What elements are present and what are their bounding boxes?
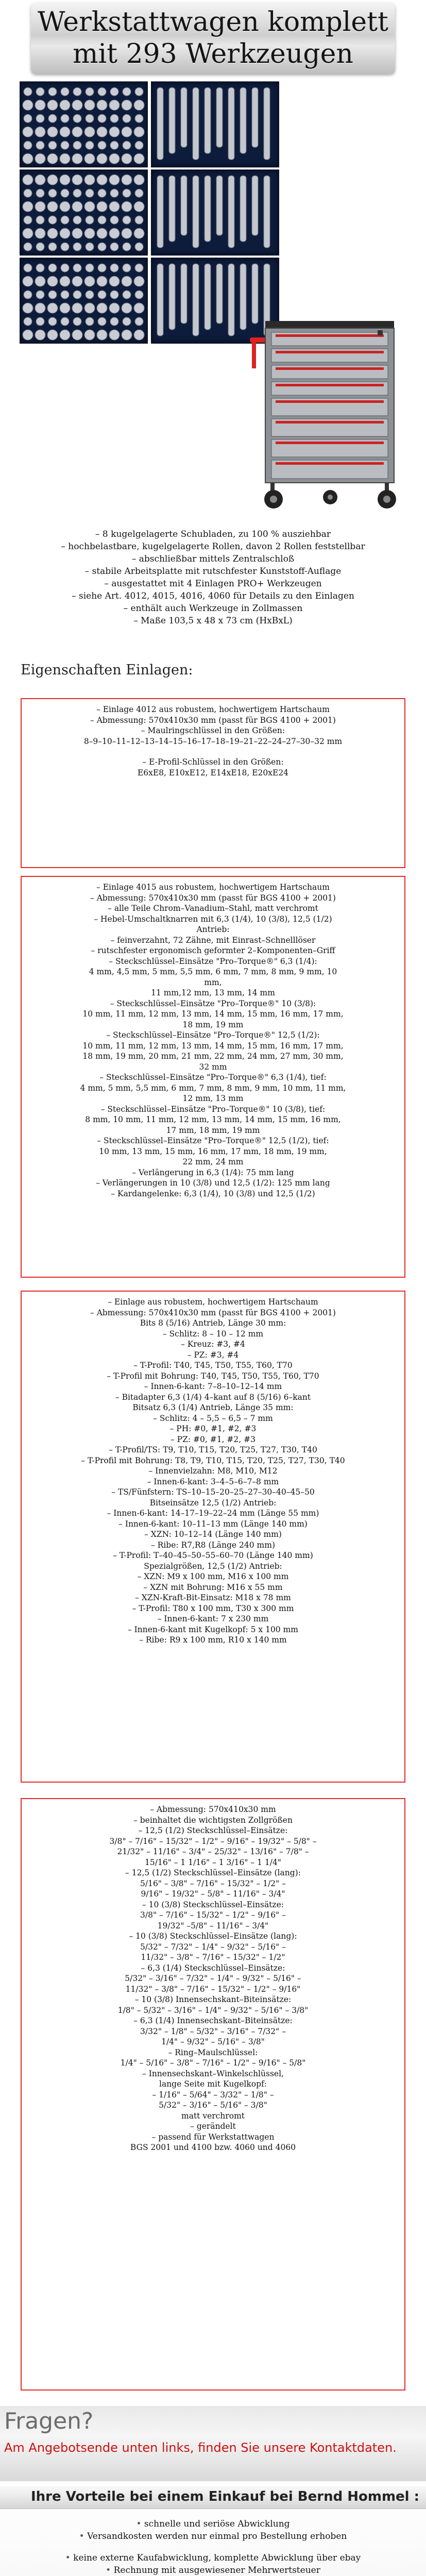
insert-spec-line: – Steckschlüssel–Einsätze "Pro–Torque®" 6,3 (1/4), tief: bbox=[99, 1073, 327, 1082]
insert-box-4016 bbox=[21, 1291, 405, 1783]
insert-box-4060 bbox=[21, 1798, 405, 2391]
insert-spec-line: 10 mm, 13 mm, 15 mm, 16 mm, 17 mm, 18 mm, 19 mm, bbox=[99, 1146, 327, 1156]
insert-spec-line: – PZ: #0, #1, #2, #3 bbox=[171, 1434, 255, 1444]
feature-line: – enthält auch Werkzeuge in Zollmassen bbox=[123, 603, 303, 614]
insert-spec-line: – T-Profil: T80 x 100 mm, T30 x 300 mm bbox=[132, 1603, 294, 1613]
insert-spec-line: – XZN mit Bohrung: M16 x 55 mm bbox=[143, 1582, 283, 1592]
insert-spec-line: – Steckschlüssel–Einsätze "Pro–Torque®" 12,5 (1/2), tief: bbox=[97, 1136, 329, 1145]
insert-spec-line: – Ring–Maulschlüssel: bbox=[168, 2047, 258, 2057]
insert-box-4015 bbox=[21, 876, 405, 1278]
tool-insert-image bbox=[20, 81, 148, 167]
insert-spec-line: 9/16" – 19/32" – 5/8" – 11/16" – 3/4" bbox=[141, 1889, 285, 1899]
insert-spec-line: 3/8" – 7/16" – 15/32" – 1/2" – 9/16" – 19/32" – 5/8" – bbox=[109, 1836, 317, 1846]
insert-spec-line: – 10 (3/8) Steckschlüssel–Einsätze (lang): bbox=[129, 1931, 297, 1941]
tool-insert-image bbox=[151, 81, 279, 167]
advantage-text: Rechnung mit ausgewiesener Mehrwertsteuer bbox=[113, 2565, 320, 2575]
insert-spec-line: E6xE8, E10xE12, E14xE18, E20xE24 bbox=[137, 768, 289, 777]
insert-spec-line: – Steckschlüssel–Einsätze "Pro–Torque®" 12,5 (1/2): bbox=[106, 1030, 320, 1040]
questions-text: Am Angebotsende unten links, finden Sie unsere Kontaktdaten. bbox=[4, 2441, 397, 2455]
advantages-title: Ihre Vorteile bei einem Einkauf bei Bernd Hommel : bbox=[31, 2489, 420, 2504]
insert-spec-line: 32 mm bbox=[199, 1062, 227, 1072]
insert-spec-line: – rutschfester ergonomisch geformter 2–Komponenten–Griff bbox=[91, 946, 335, 955]
title-line-1: Werkstattwagen komplett bbox=[38, 7, 388, 38]
insert-spec-line: – passend für Werkstattwagen bbox=[151, 2132, 275, 2142]
insert-box-4012 bbox=[21, 698, 405, 868]
insert-spec-line: 3/32" – 1/8" – 5/32" – 3/16" – 7/32" – bbox=[140, 2026, 286, 2036]
advantage-item bbox=[0, 2552, 426, 2564]
insert-spec-line: 5/16" – 3/8" – 7/16" – 15/32" – 1/2" – bbox=[140, 1878, 286, 1888]
insert-spec-line: – 12,5 (1/2) Steckschlüssel–Einsätze (lang): bbox=[125, 1868, 301, 1877]
insert-spec-line: – Innenvielzahn: M8, M10, M12 bbox=[148, 1466, 278, 1476]
feature-line: – Maße 103,5 x 48 x 73 cm (HxBxL) bbox=[133, 616, 293, 626]
insert-spec-line: 1/4" – 5/16" – 3/8" – 7/16" – 1/2" – 9/16" – 5/8" bbox=[120, 2058, 306, 2067]
title-line-2: mit 293 Werkzeugen bbox=[73, 39, 353, 70]
insert-spec-line: 11 mm,12 mm, 13 mm, 14 mm bbox=[151, 988, 275, 997]
feature-line: – 8 kugelgelagerte Schubladen, zu 100 % ausziehbar bbox=[95, 529, 331, 539]
insert-spec-line: – Innensechskant–Winkelschlüssel, bbox=[142, 2069, 284, 2078]
insert-spec-line: 11/32" – 3/8" – 7/16" – 15/32" – 1/2" – 9/16" bbox=[125, 1984, 301, 1994]
bullet-icon: • bbox=[65, 2553, 74, 2563]
insert-spec-line: – 12,5 (1/2) Steckschlüssel–Einsätze: bbox=[138, 1826, 288, 1835]
insert-spec-line: – Innen-6-kant: 7–8–10–12–14 mm bbox=[144, 1382, 282, 1391]
insert-spec-line: 22 mm, 24 mm bbox=[182, 1157, 244, 1166]
insert-spec-line: – 6,3 (1/4) Steckschlüssel–Einsätze: bbox=[141, 1963, 285, 1973]
questions-title: Fragen? bbox=[4, 2408, 94, 2434]
insert-spec-line: – PH: #0, #1, #2, #3 bbox=[169, 1424, 257, 1433]
tool-insert-image bbox=[20, 258, 148, 344]
insert-spec-line: – Verlängerungen in 10 (3/8) und 12,5 (1/2): 125 mm lang bbox=[96, 1178, 330, 1188]
insert-spec-line: 15/16" – 1 1/16" – 1 3/16" – 1 1/4" bbox=[145, 1857, 281, 1867]
insert-spec-line: – Einlage 4015 aus robustem, hochwertigem Hartschaum bbox=[96, 883, 330, 892]
insert-spec-line: BGS 2001 und 4100 bzw. 4060 und 4060 bbox=[130, 2143, 296, 2152]
insert-spec-line: 8–9–10–11–12–13–14–15–16–17–18–19–21–22–24–27–30–32 mm bbox=[83, 736, 343, 746]
tool-insert-image bbox=[151, 170, 279, 256]
insert-spec-line: 1/4" – 9/32" – 5/16" – 3/8" bbox=[161, 2037, 265, 2046]
insert-spec-line: – Abmessung: 570x410x30 mm bbox=[150, 1805, 276, 1814]
insert-spec-line: – Steckschlüssel–Einsätze "Pro–Torque®" 6,3 (1/4): bbox=[109, 956, 317, 966]
insert-spec-line: – Steckschlüssel–Einsätze "Pro–Torque®" 10 (3/8), tief: bbox=[100, 1104, 326, 1114]
title-plate bbox=[31, 3, 395, 74]
advantages-header-bar bbox=[0, 2486, 426, 2509]
insert-spec-line: – 6,3 (1/4) Innensechskant–Biteinsätze: bbox=[133, 2016, 293, 2025]
questions-banner bbox=[0, 2406, 426, 2481]
insert-spec-line: 18 mm, 19 mm, 20 mm, 21 mm, 22 mm, 24 mm, 27 mm, 30 mm, bbox=[82, 1052, 344, 1061]
insert-spec-line: 12 mm, 13 mm bbox=[182, 1094, 244, 1103]
insert-spec-line: – 1/16" – 5/64" – 3/32" – 1/8" – bbox=[152, 2090, 274, 2099]
insert-spec-line: 4 mm, 4,5 mm, 5 mm, 5,5 mm, 6 mm, 7 mm, 8 mm, 9 mm, 10 bbox=[89, 967, 337, 976]
product-image bbox=[0, 77, 426, 505]
advantage-item bbox=[0, 2530, 426, 2543]
insert-spec-line: – Innen-6-kant: 10–11–13 mm (Länge 140 mm) bbox=[118, 1519, 308, 1529]
insert-spec-line: – Kreuz: #3, #4 bbox=[181, 1340, 245, 1349]
insert-spec-line: – Kardangelenke: 6,3 (1/4), 10 (3/8) und 12,5 (1/2) bbox=[111, 1189, 315, 1198]
insert-spec-line: Spezialgrößen, 12,5 (1/2) Antrieb: bbox=[144, 1561, 282, 1571]
insert-spec-line: – beinhaltet die wichtigsten Zollgrößen bbox=[133, 1815, 293, 1825]
insert-spec-line: – E-Profil-Schlüssel in den Größen: bbox=[142, 757, 284, 767]
insert-spec-line: 10 mm, 11 mm, 12 mm, 13 mm, 14 mm, 15 mm, 16 mm, 17 mm, bbox=[82, 1009, 344, 1019]
insert-spec-line: mm, bbox=[204, 977, 222, 987]
insert-spec-line: 21/32" – 11/16" – 3/4" – 25/32" – 13/16" – 7/8" – bbox=[117, 1847, 309, 1856]
advantage-item bbox=[0, 2518, 426, 2530]
insert-spec-line: 11/32" – 3/8" – 7/16" – 15/32" – 1/2" bbox=[141, 1953, 285, 1962]
props-heading: Eigenschaften Einlagen: bbox=[21, 662, 193, 678]
insert-spec-line: – Schlitz: 8 – 10 – 12 mm bbox=[162, 1329, 264, 1338]
insert-spec-line: – Innen-6-kant: 3–4–5–6–7–8 mm bbox=[147, 1477, 279, 1486]
insert-spec-line: 1/8" – 5/32" – 3/16" – 1/4" – 9/32" – 5/16" – 3/8" bbox=[117, 2005, 309, 2015]
feature-list bbox=[0, 528, 426, 627]
advantage-text: schnelle und seriöse Abwicklung bbox=[144, 2519, 290, 2529]
insert-spec-line: Bitseinsätze 12,5 (1/2) Antrieb: bbox=[149, 1498, 277, 1507]
insert-spec-line: – Einlage 4012 aus robustem, hochwertigem Hartschaum bbox=[96, 705, 330, 714]
insert-spec-line: – 10 (3/8) Innensechskant–Biteinsätze: bbox=[134, 1995, 292, 2004]
insert-spec-line bbox=[27, 747, 399, 757]
insert-spec-line: – PZ: #3, #4 bbox=[187, 1350, 239, 1360]
insert-spec-line: 5/32" – 7/32" – 1/4" – 9/32" – 5/16" – bbox=[140, 1942, 286, 1952]
insert-spec-line: – T-Profil mit Bohrung: T40, T45, T50, T55, T60, T70 bbox=[107, 1371, 319, 1381]
feature-line: – ausgestattet mit 4 Einlagen PRO+ Werkzeugen bbox=[104, 579, 322, 589]
insert-spec-line: – Steckschlüssel–Einsätze "Pro–Torque®" 10 (3/8): bbox=[110, 998, 316, 1008]
insert-spec-line: – Abmessung: 570x410x30 mm (passt für BGS 4100 + 2001) bbox=[90, 1308, 336, 1317]
insert-spec-line: 3/8" – 7/16" – 15/32" – 1/2" – 9/16" – bbox=[140, 1910, 286, 1920]
insert-spec-line: – XZN: M9 x 100 mm, M16 x 100 mm bbox=[137, 1572, 289, 1581]
feature-line: – stabile Arbeitsplatte mit rutschfester Kunststoff-Auflage bbox=[84, 566, 342, 577]
feature-line: – siehe Art. 4012, 4015, 4016, 4060 für Details zu den Einlagen bbox=[72, 591, 354, 601]
insert-spec-line: – Bitadapter 6,3 (1/4) 4–kant auf 8 (5/16) 6–kant bbox=[115, 1392, 311, 1402]
insert-spec-line: 17 mm, 18 mm, 19 mm bbox=[166, 1125, 260, 1135]
advantage-text: Versandkosten werden nur einmal pro Bestellung erhoben bbox=[87, 2531, 347, 2541]
insert-spec-line: 10 mm, 11 mm, 12 mm, 13 mm, 14 mm, 15 mm, 16 mm, 17 mm, bbox=[82, 1041, 344, 1050]
insert-spec-line: – Innen-6-kant mit Kugelkopf: 5 x 100 mm bbox=[127, 1624, 298, 1634]
bullet-icon: • bbox=[106, 2565, 114, 2575]
insert-spec-line: – Ribe: R7,R8 (Länge 240 mm) bbox=[150, 1540, 275, 1550]
insert-spec-line: – Innen-6-kant: 14–17–19–22–24 mm (Länge 55 mm) bbox=[107, 1509, 319, 1518]
insert-spec-line: – T-Profil mit Bohrung: T8, T9, T10, T15, T20, T25, T27, T30, T40 bbox=[81, 1455, 345, 1465]
advantage-item bbox=[0, 2564, 426, 2576]
insert-spec-line: – Ribe: R9 x 100 mm, R10 x 140 mm bbox=[139, 1635, 287, 1645]
insert-spec-line: – Abmessung: 570x410x30 mm (passt für BGS 4100 + 2001) bbox=[90, 715, 336, 725]
insert-spec-line: – 10 (3/8) Steckschlüssel–Einsätze: bbox=[142, 1900, 284, 1909]
insert-spec-line: 5/32" – 3/16" – 7/32" – 1/4" – 9/32" – 5/16" – bbox=[125, 1974, 301, 1983]
insert-spec-line: – Hebel-Umschaltknarren mit 6,3 (1/4), 10 (3/8), 12,5 (1/2) bbox=[94, 914, 332, 924]
insert-spec-line: Bits 8 (5/16) Antrieb, Länge 30 mm: bbox=[140, 1318, 286, 1328]
insert-spec-line: 4 mm, 5 mm, 5,5 mm, 6 mm, 7 mm, 8 mm, 9 mm, 10 mm, 11 mm, bbox=[80, 1083, 346, 1093]
trolley-drawing bbox=[245, 317, 415, 513]
insert-spec-line: 18 mm, 19 mm bbox=[182, 1020, 244, 1029]
insert-spec-line: – XZN: 10–12–14 (Länge 140 mm) bbox=[144, 1530, 282, 1539]
insert-spec-line: – TS/Fünfstern: TS–10–15–20–25–27–30–40–45–50 bbox=[111, 1487, 315, 1497]
insert-spec-line: Bitsatz 6,3 (1/4) Antrieb, Länge 35 mm: bbox=[132, 1403, 294, 1412]
bullet-icon: • bbox=[136, 2519, 144, 2529]
insert-spec-line: – feinverzahnt, 72 Zähne, mit Einrast–Schnelllöser bbox=[110, 935, 316, 945]
insert-spec-line: 5/32" – 3/16" – 5/16" – 3/8" bbox=[159, 2100, 267, 2110]
feature-line: – hochbelastbare, kugelgelagerte Rollen, davon 2 Rollen feststellbar bbox=[61, 541, 365, 552]
tool-insert-image bbox=[20, 170, 148, 256]
insert-spec-line: – Abmessung: 570x410x30 mm (passt für BGS 4100 + 2001) bbox=[90, 893, 336, 903]
tool-insert-grid bbox=[20, 81, 277, 342]
insert-spec-line: Antrieb: bbox=[196, 925, 230, 934]
insert-spec-line: – T-Profil: T–40–45–50–55–60–70 (Länge 140 mm) bbox=[113, 1551, 313, 1560]
insert-spec-line: – Einlage aus robustem, hochwertigem Hartschaum bbox=[108, 1297, 318, 1307]
insert-spec-line: 8 mm, 10 mm, 11 mm, 12 mm, 13 mm, 14 mm, 15 mm, 16 mm, bbox=[85, 1115, 341, 1124]
advantages-list bbox=[0, 2518, 426, 2576]
insert-spec-line: – Innen-6-kant: 7 x 230 mm bbox=[157, 1614, 269, 1623]
insert-spec-line: matt verchromt bbox=[181, 2111, 245, 2121]
insert-spec-line: lange Seite mit Kugelkopf: bbox=[159, 2079, 267, 2089]
advantages-section bbox=[0, 2486, 426, 2576]
insert-spec-line: – Verlängerung in 6,3 (1/4): 75 mm lang bbox=[132, 1167, 294, 1177]
insert-spec-line: – Maulringschlüssel in den Größen: bbox=[141, 726, 285, 735]
trolley-image bbox=[245, 317, 415, 513]
insert-spec-line: – gerändelt bbox=[190, 2122, 236, 2131]
insert-spec-line: – T-Profil: T40, T45, T50, T55, T60, T70 bbox=[133, 1361, 293, 1370]
insert-spec-line: – XZN-Kraft-Bit-Einsatz: M18 x 78 mm bbox=[135, 1593, 291, 1602]
bullet-icon: • bbox=[79, 2531, 88, 2541]
feature-line: – abschließbar mittels Zentralschloß bbox=[131, 554, 295, 564]
insert-spec-line: – Schlitz: 4 – 5,5 – 6,5 – 7 mm bbox=[153, 1413, 273, 1423]
insert-spec-line: – T-Profil/TS: T9, T10, T15, T20, T25, T27, T30, T40 bbox=[109, 1445, 317, 1454]
advantage-text: keine externe Kaufabwicklung, komplette Abwicklung über ebay bbox=[73, 2553, 361, 2563]
insert-spec-line: – alle Teile Chrom–Vanadium–Stahl, matt verchromt bbox=[108, 904, 318, 913]
insert-spec-line: 19/32" –5/8" – 11/16" – 3/4" bbox=[157, 1921, 269, 1930]
spacer bbox=[0, 2543, 426, 2552]
